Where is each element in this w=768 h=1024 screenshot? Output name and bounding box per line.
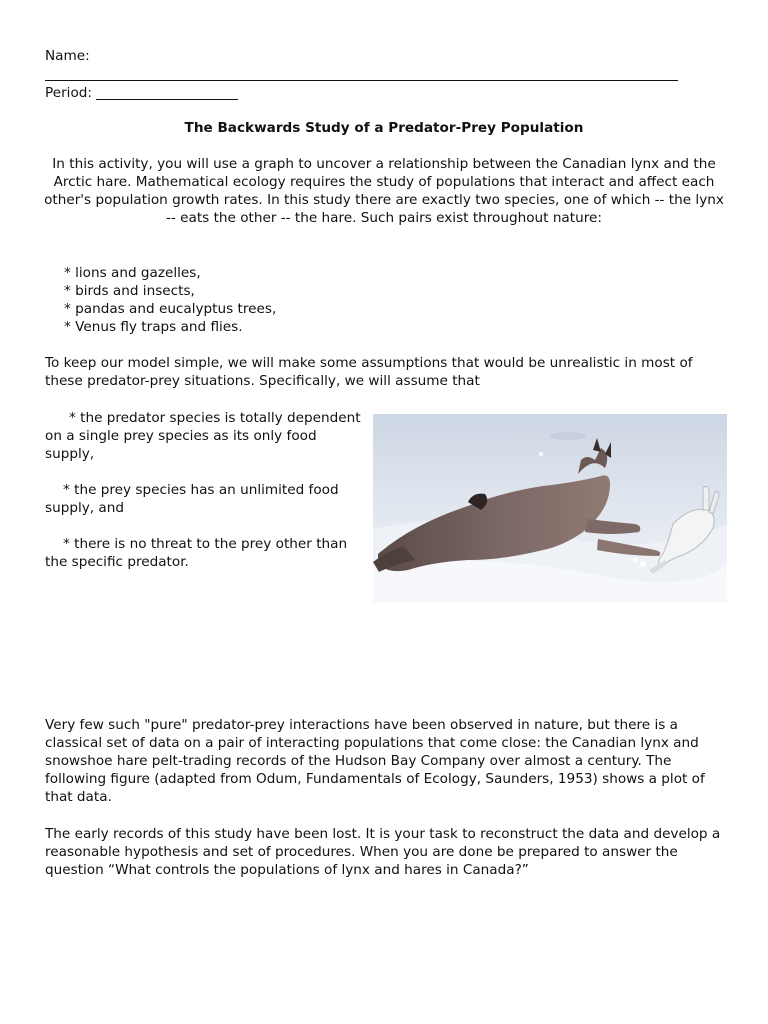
- page-title: The Backwards Study of a Predator-Prey Population: [184, 120, 584, 136]
- period-blank[interactable]: [96, 85, 238, 100]
- list-item: * Venus fly traps and flies.: [64, 319, 243, 335]
- data-source-paragraph: Very few such "pure" predator-prey interactions have been observed in nature, but there is a classical set of data on a pair of interacting populations that come close: the Canadian lynx and snowshoe hare pelt-trading records of the Hudson Bay Company over almost a century. The following figure (adapted from Odum, Fundamentals of Ecology, Saunders, 1953) shows a plot of that data.: [45, 717, 705, 805]
- list-item: * birds and insects,: [64, 283, 195, 299]
- assumptions-intro: To keep our model simple, we will make some assumptions that would be unrealistic in most of these predator-prey situations. Specifically, we will assume that: [45, 355, 693, 389]
- assumptions-list: [45, 409, 367, 589]
- lynx-chasing-hare-photo: [373, 414, 727, 603]
- examples-list: [64, 264, 276, 336]
- period-label: Period:: [45, 85, 92, 101]
- task-paragraph: The early records of this study have been lost. It is your task to reconstruct the data and develop a reasonable hypothesis and set of procedures. When you are done be prepared to answer the question “What controls the populations of lynx and hares in Canada?”: [45, 826, 721, 878]
- name-field[interactable]: [45, 47, 90, 65]
- intro-paragraph: In this activity, you will use a graph to uncover a relationship between the Canadian lynx and the Arctic hare. Mathematical ecology requires the study of populations that interact and affect each other's population growth rates. In this study there are exactly two species, one of which -- the lynx -- eats the other -- the hare. Such pairs exist throughout nature:: [44, 156, 724, 226]
- name-label: Name:: [45, 48, 90, 64]
- name-underline: [45, 80, 678, 81]
- list-item: * there is no threat to the prey other than the specific predator.: [45, 536, 348, 570]
- list-item: * the predator species is totally dependent on a single prey species as its only food supply,: [45, 410, 361, 462]
- period-field[interactable]: [45, 84, 238, 102]
- list-item: * lions and gazelles,: [64, 265, 201, 281]
- list-item: * pandas and eucalyptus trees,: [64, 301, 277, 317]
- list-item: * the prey species has an unlimited food supply, and: [45, 482, 339, 516]
